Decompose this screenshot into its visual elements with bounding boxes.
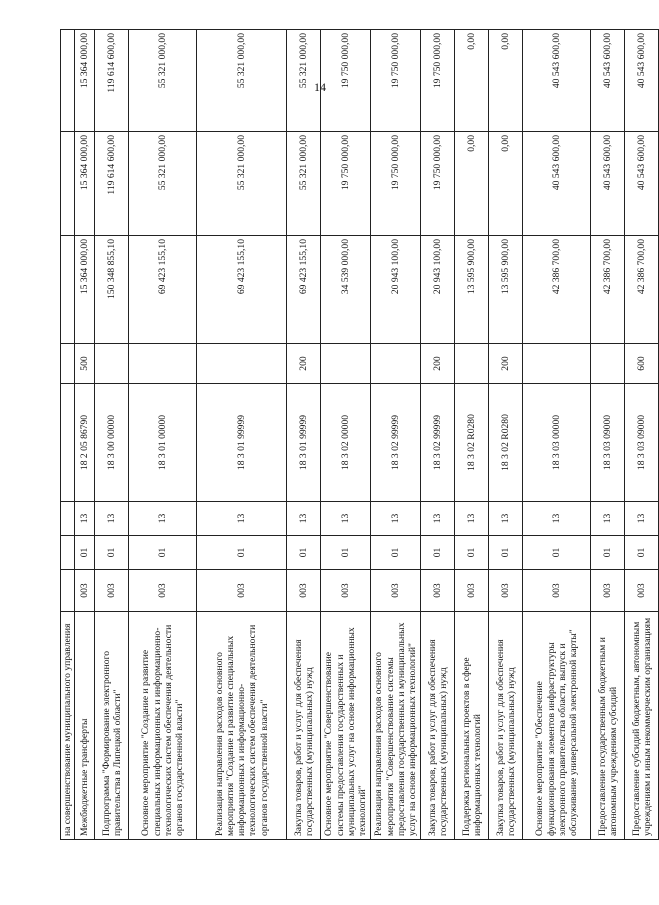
row-name: Основное мероприятие "Совершенствование системы предоставления государственных и муниципальных услуг на основе информационных технологий" bbox=[321, 612, 371, 840]
amount-year-1: 69 423 155,10 bbox=[197, 236, 287, 344]
admin-code: 003 bbox=[129, 570, 197, 612]
expense-kind-code: 200 bbox=[489, 344, 523, 384]
amount-year-1: 13 595 900,00 bbox=[489, 236, 523, 344]
section-code: 01 bbox=[129, 536, 197, 570]
amount-year-2: 119 614 600,00 bbox=[95, 132, 129, 236]
row-name: Закупка товаров, работ и услуг для обеспечения государственных (муниципальных) нужд bbox=[287, 612, 321, 840]
target-article-code: 18 3 03 00000 bbox=[523, 384, 591, 502]
target-article-code: 18 3 01 99999 bbox=[197, 384, 287, 502]
target-article-code bbox=[61, 384, 75, 502]
target-article-code: 18 3 00 00000 bbox=[95, 384, 129, 502]
admin-code: 003 bbox=[287, 570, 321, 612]
amount-year-3: 55 321 000,00 bbox=[287, 30, 321, 132]
table-row bbox=[523, 30, 591, 840]
row-name: Межбюджетные трансферты bbox=[75, 612, 95, 840]
admin-code: 003 bbox=[489, 570, 523, 612]
amount-year-1: 15 364 000,00 bbox=[75, 236, 95, 344]
row-name: Основное мероприятие "Создание и развитие специальных информационных и информационно-технологических систем обеспечения деятельности органов государственной власти" bbox=[129, 612, 197, 840]
amount-year-1 bbox=[61, 236, 75, 344]
table-row bbox=[197, 30, 287, 840]
target-article-code: 18 3 02 99999 bbox=[371, 384, 421, 502]
row-name: Предоставление государственным бюджетным и автономным учреждениям субсидий bbox=[591, 612, 625, 840]
row-name: Предоставление субсидий бюджетным, автономным учреждениям и иным некоммерческим организациям bbox=[625, 612, 659, 840]
row-name: Подпрограмма "Формирование электронного правительства в Липецкой области" bbox=[95, 612, 129, 840]
table-row bbox=[95, 30, 129, 840]
table-row bbox=[287, 30, 321, 840]
amount-year-2: 40 543 600,00 bbox=[523, 132, 591, 236]
amount-year-1: 42 386 700,00 bbox=[625, 236, 659, 344]
amount-year-2: 0,00 bbox=[489, 132, 523, 236]
amount-year-1: 69 423 155,10 bbox=[129, 236, 197, 344]
amount-year-2: 19 750 000,00 bbox=[421, 132, 455, 236]
expense-kind-code bbox=[371, 344, 421, 384]
amount-year-3: 0,00 bbox=[455, 30, 489, 132]
section-code: 01 bbox=[75, 536, 95, 570]
table-row bbox=[455, 30, 489, 840]
expense-kind-code bbox=[129, 344, 197, 384]
expense-kind-code bbox=[455, 344, 489, 384]
amount-year-2: 15 364 000,00 bbox=[75, 132, 95, 236]
table-row bbox=[625, 30, 659, 840]
target-article-code: 18 3 02 99999 bbox=[421, 384, 455, 502]
rotated-page bbox=[60, 30, 653, 840]
subsection-code bbox=[61, 502, 75, 536]
table-row bbox=[321, 30, 371, 840]
subsection-code: 13 bbox=[591, 502, 625, 536]
amount-year-3: 40 543 600,00 bbox=[523, 30, 591, 132]
amount-year-2: 55 321 000,00 bbox=[197, 132, 287, 236]
table-row bbox=[371, 30, 421, 840]
expense-kind-code: 200 bbox=[287, 344, 321, 384]
target-article-code: 18 2 05 86790 bbox=[75, 384, 95, 502]
amount-year-3 bbox=[61, 30, 75, 132]
amount-year-3: 15 364 000,00 bbox=[75, 30, 95, 132]
amount-year-1: 20 943 100,00 bbox=[371, 236, 421, 344]
amount-year-2: 19 750 000,00 bbox=[321, 132, 371, 236]
row-name: Закупка товаров, работ и услуг для обеспечения государственных (муниципальных) нужд bbox=[421, 612, 455, 840]
subsection-code: 13 bbox=[421, 502, 455, 536]
page-number: 14 bbox=[314, 80, 326, 94]
subsection-code: 13 bbox=[287, 502, 321, 536]
amount-year-1: 69 423 155,10 bbox=[287, 236, 321, 344]
table-row bbox=[61, 30, 75, 840]
row-name: Закупка товаров, работ и услуг для обеспечения государственных (муниципальных) нужд bbox=[489, 612, 523, 840]
section-code: 01 bbox=[197, 536, 287, 570]
admin-code: 003 bbox=[591, 570, 625, 612]
section-code: 01 bbox=[321, 536, 371, 570]
expense-kind-code bbox=[591, 344, 625, 384]
admin-code: 003 bbox=[371, 570, 421, 612]
amount-year-3: 19 750 000,00 bbox=[371, 30, 421, 132]
target-article-code: 18 3 02 00000 bbox=[321, 384, 371, 502]
amount-year-1: 20 943 100,00 bbox=[421, 236, 455, 344]
row-name: Реализация направления расходов основного мероприятия "Создание и развитие специальных информационных и информационно-технологических систем обеспечения деятельности органов государственной власти" bbox=[197, 612, 287, 840]
amount-year-1: 150 348 855,10 bbox=[95, 236, 129, 344]
section-code: 01 bbox=[625, 536, 659, 570]
row-name: Поддержка региональных проектов в сфере информационных технологий bbox=[455, 612, 489, 840]
amount-year-2: 55 321 000,00 bbox=[129, 132, 197, 236]
amount-year-3: 19 750 000,00 bbox=[421, 30, 455, 132]
subsection-code: 13 bbox=[455, 502, 489, 536]
admin-code: 003 bbox=[523, 570, 591, 612]
admin-code: 003 bbox=[75, 570, 95, 612]
row-name: Основное мероприятие "Обеспечение функционирования элементов инфраструктуры электронного правительства области, выпуск и обслуживание универсальной электронной карты" bbox=[523, 612, 591, 840]
admin-code: 003 bbox=[625, 570, 659, 612]
table-row bbox=[75, 30, 95, 840]
amount-year-3: 40 543 600,00 bbox=[625, 30, 659, 132]
section-code: 01 bbox=[371, 536, 421, 570]
target-article-code: 18 3 03 09000 bbox=[591, 384, 625, 502]
section-code bbox=[61, 536, 75, 570]
admin-code: 003 bbox=[95, 570, 129, 612]
admin-code bbox=[61, 570, 75, 612]
table-row bbox=[421, 30, 455, 840]
subsection-code: 13 bbox=[321, 502, 371, 536]
expense-kind-code bbox=[197, 344, 287, 384]
table-row bbox=[591, 30, 625, 840]
amount-year-2 bbox=[61, 132, 75, 236]
amount-year-1: 42 386 700,00 bbox=[523, 236, 591, 344]
section-code: 01 bbox=[421, 536, 455, 570]
admin-code: 003 bbox=[455, 570, 489, 612]
row-name: Реализация направления расходов основного мероприятия "Совершенствование системы предоставления государственных и муниципальных услуг на основе информационных технологий" bbox=[371, 612, 421, 840]
table-row bbox=[489, 30, 523, 840]
subsection-code: 13 bbox=[523, 502, 591, 536]
expense-kind-code bbox=[321, 344, 371, 384]
section-code: 01 bbox=[455, 536, 489, 570]
section-code: 01 bbox=[523, 536, 591, 570]
section-code: 01 bbox=[287, 536, 321, 570]
amount-year-2: 19 750 000,00 bbox=[371, 132, 421, 236]
target-article-code: 18 3 03 09000 bbox=[625, 384, 659, 502]
budget-table bbox=[60, 29, 659, 840]
admin-code: 003 bbox=[321, 570, 371, 612]
expense-kind-code: 200 bbox=[421, 344, 455, 384]
admin-code: 003 bbox=[197, 570, 287, 612]
amount-year-3: 119 614 600,00 bbox=[95, 30, 129, 132]
subsection-code: 13 bbox=[95, 502, 129, 536]
target-article-code: 18 3 01 00000 bbox=[129, 384, 197, 502]
target-article-code: 18 3 02 R0280 bbox=[489, 384, 523, 502]
subsection-code: 13 bbox=[197, 502, 287, 536]
amount-year-2: 55 321 000,00 bbox=[287, 132, 321, 236]
expense-kind-code: 600 bbox=[625, 344, 659, 384]
section-code: 01 bbox=[95, 536, 129, 570]
target-article-code: 18 3 02 R0280 bbox=[455, 384, 489, 502]
amount-year-2: 40 543 600,00 bbox=[625, 132, 659, 236]
amount-year-2: 0,00 bbox=[455, 132, 489, 236]
section-code: 01 bbox=[489, 536, 523, 570]
expense-kind-code: 500 bbox=[75, 344, 95, 384]
expense-kind-code bbox=[61, 344, 75, 384]
amount-year-3: 40 543 600,00 bbox=[591, 30, 625, 132]
subsection-code: 13 bbox=[489, 502, 523, 536]
subsection-code: 13 bbox=[625, 502, 659, 536]
amount-year-2: 40 543 600,00 bbox=[591, 132, 625, 236]
subsection-code: 13 bbox=[75, 502, 95, 536]
subsection-code: 13 bbox=[371, 502, 421, 536]
expense-kind-code bbox=[523, 344, 591, 384]
subsection-code: 13 bbox=[129, 502, 197, 536]
target-article-code: 18 3 01 99999 bbox=[287, 384, 321, 502]
amount-year-1: 13 595 900,00 bbox=[455, 236, 489, 344]
amount-year-1: 42 386 700,00 bbox=[591, 236, 625, 344]
section-code: 01 bbox=[591, 536, 625, 570]
budget-table-container bbox=[60, 30, 653, 840]
row-name: на совершенствование муниципального управления bbox=[61, 612, 75, 840]
amount-year-3: 19 750 000,00 bbox=[321, 30, 371, 132]
table-row bbox=[129, 30, 197, 840]
admin-code: 003 bbox=[421, 570, 455, 612]
amount-year-3: 55 321 000,00 bbox=[197, 30, 287, 132]
expense-kind-code bbox=[95, 344, 129, 384]
amount-year-3: 0,00 bbox=[489, 30, 523, 132]
amount-year-1: 34 539 000,00 bbox=[321, 236, 371, 344]
amount-year-3: 55 321 000,00 bbox=[129, 30, 197, 132]
